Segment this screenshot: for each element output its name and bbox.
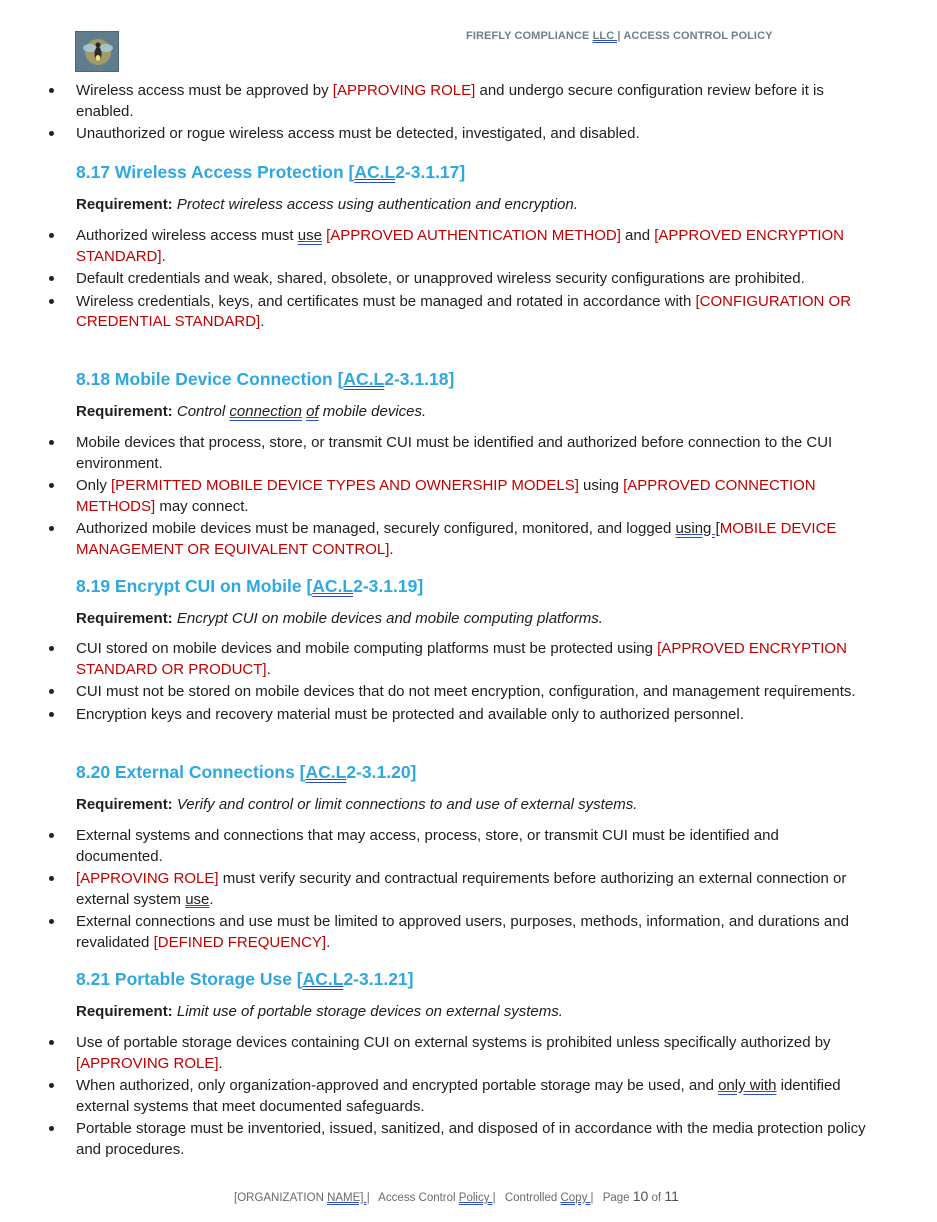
placeholder-token: [DEFINED FREQUENCY] [153, 933, 327, 951]
section-heading: 8.19 Encrypt CUI on Mobile [AC.L2-3.1.19] [76, 576, 424, 596]
text-run: When authorized, only organization-approved and encrypted portable storage may be used, and [76, 1077, 719, 1094]
text-run: . [389, 540, 394, 558]
underlined-text: use [297, 227, 322, 244]
company-name: FIREFLY COMPLIANCE [466, 30, 593, 42]
intro-bullet-list [76, 81, 866, 147]
list-item [76, 682, 866, 703]
text-run: Wireless credentials, keys, and certificates must be managed and rotated in accordance with [76, 292, 696, 310]
requirement-line: Requirement: Encrypt CUI on mobile devices and mobile computing platforms. [76, 610, 603, 627]
text-run: Verify and control or limit connections to and use of external systems. [176, 796, 638, 813]
text-run: Wireless access must be approved by [76, 82, 333, 99]
placeholder-token: [APPROVING ROLE] [76, 870, 219, 887]
list-item [76, 639, 866, 680]
page-total: 11 [664, 1188, 679, 1204]
list-item [76, 81, 866, 122]
text-run: CUI must not be stored on mobile devices that do not meet encryption, configuration, and management requirements. [76, 683, 856, 700]
requirement-line: Requirement: Protect wireless access using authentication and encryption. [76, 196, 578, 213]
list-item [76, 226, 866, 267]
document-header [466, 30, 773, 42]
list-item [76, 1033, 866, 1074]
section-heading: 8.17 Wireless Access Protection [AC.L2-3.1.17] [76, 162, 466, 182]
list-item [76, 1076, 866, 1117]
text-run: CUI stored on mobile devices and mobile computing platforms must be protected using [76, 640, 658, 657]
text-run: Unauthorized or rogue wireless access must be detected, investigated, and disabled. [76, 125, 640, 142]
firefly-logo-icon [75, 31, 119, 72]
underlined-text: using [ [675, 520, 720, 537]
section-heading: 8.20 External Connections [AC.L2-3.1.20] [76, 762, 417, 782]
section-bullet-list [76, 226, 866, 335]
text-run: must verify security and contractual requirements before authorizing an external connection or external system [76, 870, 847, 908]
text-run: identified external systems that meet documented safeguards. [76, 1077, 841, 1115]
text-run: . [209, 890, 214, 908]
text-run: Authorized mobile devices must be managed, securely configured, monitored, and logged [76, 520, 676, 537]
list-item [76, 705, 866, 726]
text-run: using [578, 477, 624, 494]
list-item [76, 433, 866, 474]
text-run: and [620, 227, 655, 244]
section-bullet-list [76, 826, 866, 955]
text-run: Limit use of portable storage devices on external systems. [176, 1003, 563, 1020]
text-run: Use of portable storage devices containing CUI on external systems is prohibited unless specifically authorized by [76, 1034, 831, 1051]
placeholder-token: [APPROVING ROLE] [332, 82, 476, 99]
requirement-line: Requirement: Verify and control or limit connections to and use of external systems. [76, 796, 638, 813]
list-item [76, 1119, 866, 1160]
company-suffix: LLC | [592, 30, 621, 42]
placeholder-token: [APPROVING ROLE] [76, 1054, 219, 1072]
section-bullet-list [76, 1033, 866, 1162]
placeholder-token: MOBILE DEVICE MANAGEMENT OR EQUIVALENT CONTROL] [76, 520, 837, 558]
text-run: . [326, 933, 331, 951]
list-item [76, 476, 866, 517]
list-item [76, 269, 866, 290]
text-run: Control [176, 403, 230, 420]
list-item [76, 912, 866, 953]
page-number: 10 [632, 1188, 649, 1204]
text-run: Encrypt CUI on mobile devices and mobile computing platforms. [176, 610, 603, 627]
text-run: Only [76, 477, 112, 494]
list-item [76, 869, 866, 910]
text-run: . [161, 247, 166, 265]
text-run: Protect wireless access using authentication and encryption. [176, 196, 578, 213]
text-run: . [266, 660, 271, 678]
placeholder-token: [CONFIGURATION OR CREDENTIAL STANDARD] [76, 292, 852, 330]
underlined-text: use [185, 890, 210, 908]
text-run: Authorized wireless access must [76, 227, 298, 244]
document-title: ACCESS CONTROL POLICY [623, 30, 773, 42]
text-run: Mobile devices that process, store, or transmit CUI must be identified and authorized before connection to the CUI environment. [76, 434, 833, 472]
text-run: Default credentials and weak, shared, obsolete, or unapproved wireless security configurations are prohibited. [76, 270, 805, 287]
section-heading: 8.18 Mobile Device Connection [AC.L2-3.1.18] [76, 369, 455, 389]
underlined-text: only with [718, 1077, 777, 1094]
list-item [76, 826, 866, 867]
text-run: may connect. [155, 497, 249, 515]
text-run: External connections and use must be limited to approved users, purposes, methods, information, and durations and revalidated [76, 913, 849, 951]
placeholder-token: [APPROVED CONNECTION METHODS] [76, 477, 816, 515]
section-bullet-list [76, 433, 866, 562]
list-item [76, 124, 866, 145]
placeholder-token: [APPROVED AUTHENTICATION METHOD] [326, 227, 621, 244]
text-run: mobile devices. [318, 403, 427, 420]
section-bullet-list [76, 639, 866, 727]
list-item [76, 519, 866, 560]
placeholder-token: [APPROVED ENCRYPTION STANDARD] [76, 227, 844, 265]
text-run: . [260, 313, 265, 330]
text-run: and undergo secure configuration review before it is enabled. [76, 82, 824, 120]
placeholder-token: [APPROVED ENCRYPTION STANDARD OR PRODUCT] [76, 640, 847, 678]
section-heading: 8.21 Portable Storage Use [AC.L2-3.1.21] [76, 969, 414, 989]
requirement-line: Requirement: Limit use of portable storage devices on external systems. [76, 1003, 563, 1020]
text-run: Encryption keys and recovery material must be protected and available only to authorized personnel. [76, 705, 744, 723]
text-run: External systems and connections that may access, process, store, or transmit CUI must be identified and documented. [76, 827, 779, 865]
underlined-text: connection [229, 403, 302, 420]
requirement-line: Requirement: Control connection of mobile devices. [76, 403, 427, 420]
underlined-text: of [306, 403, 319, 420]
page-footer: [ORGANIZATION NAME] | Access Control Policy | Controlled Copy | Page 10 of 11 [234, 1188, 679, 1204]
text-run: . [218, 1054, 223, 1072]
text-run: Portable storage must be inventoried, issued, sanitized, and disposed of in accordance with the media protection policy and procedures. [76, 1120, 866, 1158]
placeholder-token: [PERMITTED MOBILE DEVICE TYPES AND OWNERSHIP MODELS] [111, 477, 579, 494]
list-item [76, 292, 866, 333]
